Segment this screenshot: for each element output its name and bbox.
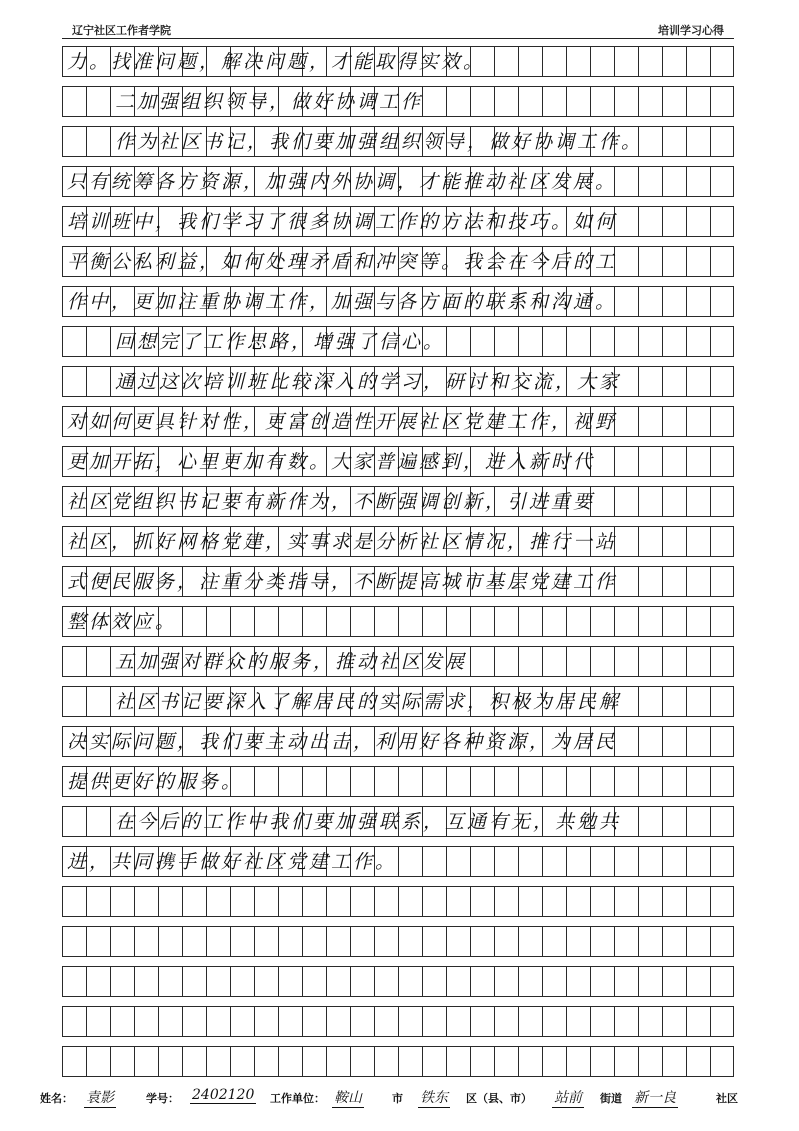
- city-label: 市: [392, 1092, 403, 1105]
- grid-row: [62, 566, 734, 597]
- handwritten-line: 力。找准问题，解决问题，才能取得实效。: [67, 51, 486, 73]
- name-label: 姓名：: [40, 1092, 73, 1105]
- document-title: 培训学习心得: [658, 24, 724, 37]
- page-header: [62, 18, 734, 40]
- handwritten-line: 通过这次培训班比较深入的学习，研讨和交流，大家: [115, 371, 622, 393]
- handwritten-line: 平衡公私利益，如何处理矛盾和冲突等。我会在今后的工: [67, 251, 618, 273]
- grid-row: [62, 1006, 734, 1037]
- handwritten-line: 五加强对群众的服务，推动社区发展: [115, 651, 468, 673]
- grid-row: [62, 46, 734, 77]
- handwritten-line: 社区，抓好网格党建，实事求是分析社区情况，推行一站: [67, 531, 618, 553]
- grid-row: [62, 966, 734, 997]
- grid-row: [62, 166, 734, 197]
- handwritten-line: 二加强组织领导，做好协调工作: [115, 91, 424, 113]
- handwritten-line: [67, 889, 729, 915]
- grid-row: [62, 646, 734, 677]
- academy-name: 辽宁社区工作者学院: [72, 24, 171, 37]
- handwritten-line: 进，共同携手做好社区党建工作。: [67, 851, 398, 873]
- handwritten-line: 决实际问题，我们要主动出击，利用好各种资源，为居民: [67, 731, 618, 753]
- handwritten-line: 作中，更加注重协调工作，加强与各方面的联系和沟通。: [67, 291, 618, 313]
- page-footer: [40, 1086, 760, 1106]
- student-id-value: 2402120: [192, 1087, 255, 1103]
- handwritten-line: [67, 929, 729, 955]
- handwritten-line: 社区书记要深入了解居民的实际需求，积极为居民解: [115, 691, 622, 713]
- grid-row: [62, 366, 734, 397]
- grid-row: [62, 446, 734, 477]
- grid-row: [62, 286, 734, 317]
- community-label: 社区: [716, 1092, 738, 1105]
- grid-row: [62, 606, 734, 637]
- header-divider: [62, 38, 734, 39]
- grid-row: [62, 326, 734, 357]
- handwritten-line: 社区党组织书记要有新作为，不断强调创新，引进重要: [67, 491, 596, 513]
- handwritten-line: 更加开拓，心里更加有数。大家普遍感到，进入新时代: [67, 451, 596, 473]
- grid-row: [62, 806, 734, 837]
- district-value: 铁东: [418, 1087, 450, 1108]
- handwritten-line: 作为社区书记，我们要加强组织领导，做好协调工作。: [115, 131, 644, 153]
- work-unit-label: 工作单位：: [270, 1092, 325, 1105]
- handwritten-line: 提供更好的服务。: [67, 771, 244, 793]
- grid-row: [62, 246, 734, 277]
- grid-row: [62, 1046, 734, 1077]
- handwritten-line: 回想完了工作思路，增强了信心。: [115, 331, 446, 353]
- grid-row: [62, 486, 734, 517]
- street-label: 街道: [600, 1092, 622, 1105]
- grid-row: [62, 766, 734, 797]
- student-id-label: 学号：: [146, 1092, 179, 1105]
- grid-row: [62, 406, 734, 437]
- grid-row: [62, 126, 734, 157]
- grid-row: [62, 846, 734, 877]
- grid-row: [62, 86, 734, 117]
- handwritten-line: 整体效应。: [67, 611, 178, 633]
- handwritten-line: 培训班中，我们学习了很多协调工作的方法和技巧。如何: [67, 211, 618, 233]
- community-value: 新一良: [632, 1087, 678, 1108]
- street-value: 站前: [552, 1087, 584, 1108]
- grid-row: [62, 686, 734, 717]
- grid-row: [62, 206, 734, 237]
- handwritten-line: 只有统筹各方资源，加强内外协调，才能推动社区发展。: [67, 171, 618, 193]
- handwritten-line: [67, 1009, 729, 1035]
- handwritten-line: 对如何更具针对性，更富创造性开展社区党建工作，视野: [67, 411, 618, 433]
- city-value: 鞍山: [332, 1087, 364, 1108]
- handwritten-line: 式便民服务，注重分类指导，不断提高城市基层党建工作: [67, 571, 618, 593]
- grid-row: [62, 526, 734, 557]
- district-label: 区（县、市）: [466, 1092, 532, 1105]
- grid-row: [62, 886, 734, 917]
- name-value: 袁影: [84, 1087, 116, 1108]
- grid-row: [62, 926, 734, 957]
- handwritten-line: 在今后的工作中我们要加强联系，互通有无，共勉共: [115, 811, 622, 833]
- grid-row: [62, 726, 734, 757]
- writing-grid: [62, 46, 734, 1086]
- handwritten-line: [67, 969, 729, 995]
- handwritten-line: [67, 1049, 729, 1075]
